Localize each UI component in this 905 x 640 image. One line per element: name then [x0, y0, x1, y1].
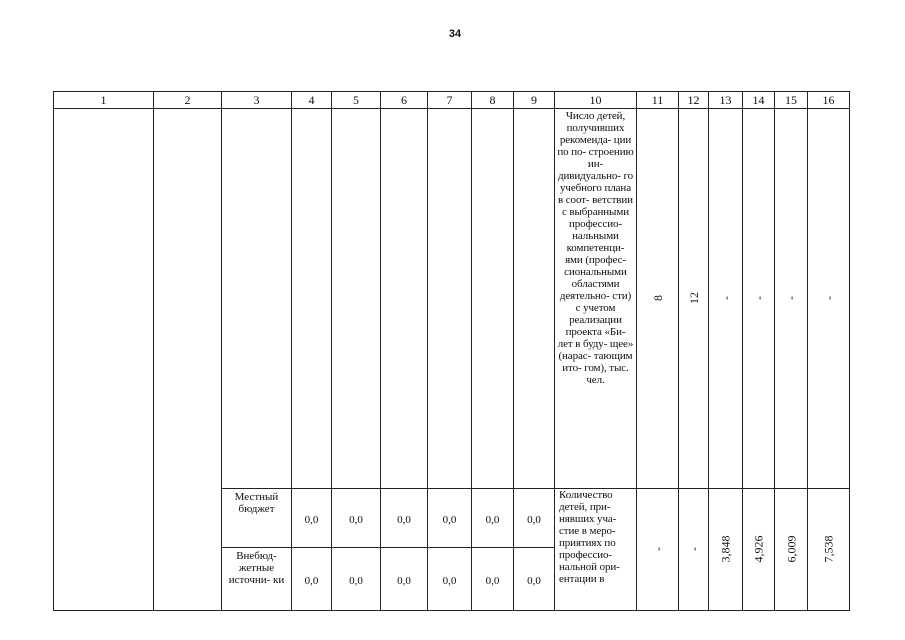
value-text: - [821, 296, 836, 300]
amount-cell: 0,0 [428, 489, 472, 548]
value-cell-13 [709, 109, 743, 489]
column-number: 11 [637, 92, 679, 109]
cell-col7 [428, 109, 472, 489]
cell-col8 [472, 109, 514, 489]
cell-col2 [154, 109, 222, 611]
indicator-cell: Количество детей, при- нявших уча- стие в меро- приятиях по профессио- нальной ори- ентации в [555, 489, 637, 611]
amount-cell: 0,0 [514, 548, 555, 611]
value-cell-11 [637, 109, 679, 489]
value-cell-15 [775, 109, 808, 489]
cell-col5 [332, 109, 381, 489]
amount-cell: 0,0 [428, 548, 472, 611]
column-number: 4 [292, 92, 332, 109]
cell-col6 [381, 109, 428, 489]
column-number: 3 [222, 92, 292, 109]
amount-cell: 0,0 [292, 489, 332, 548]
column-number: 8 [472, 92, 514, 109]
value-text: 7,538 [821, 535, 836, 563]
value-text: - [784, 296, 798, 300]
column-number-row [54, 92, 850, 109]
cell-col9 [514, 109, 555, 489]
program-table [53, 91, 850, 611]
column-number: 6 [381, 92, 428, 109]
funding-source-cell: Местный бюджет [222, 489, 292, 548]
value-cell-14 [743, 109, 775, 489]
column-number: 15 [775, 92, 808, 109]
amount-cell: 0,0 [514, 489, 555, 548]
column-number: 9 [514, 92, 555, 109]
column-number: 1 [54, 92, 154, 109]
column-number: 13 [709, 92, 743, 109]
value-text: 3,848 [718, 535, 733, 563]
value-text: - [650, 547, 665, 551]
column-number: 12 [679, 92, 709, 109]
value-cell-15 [775, 489, 808, 611]
amount-cell: 0,0 [332, 548, 381, 611]
amount-cell: 0,0 [332, 489, 381, 548]
value-cell-13 [709, 489, 743, 611]
cell-col3 [222, 109, 292, 489]
value-text: 12 [686, 292, 701, 304]
value-cell-16 [808, 109, 850, 489]
value-text: 4,926 [751, 535, 766, 563]
column-number: 10 [555, 92, 637, 109]
value-text: - [718, 296, 733, 300]
column-number: 16 [808, 92, 850, 109]
table-row [54, 109, 850, 489]
value-cell-14 [743, 489, 775, 611]
amount-cell: 0,0 [292, 548, 332, 611]
amount-cell: 0,0 [381, 489, 428, 548]
value-cell-12 [679, 489, 709, 611]
value-text: - [686, 547, 701, 551]
column-number: 5 [332, 92, 381, 109]
cell-col1 [54, 109, 154, 611]
column-number: 7 [428, 92, 472, 109]
value-text: 6,009 [784, 535, 798, 563]
amount-cell: 0,0 [472, 548, 514, 611]
value-text: - [751, 296, 766, 300]
column-number: 14 [743, 92, 775, 109]
amount-cell: 0,0 [381, 548, 428, 611]
value-cell-11 [637, 489, 679, 611]
funding-source-cell: Внебюд- жетные источни- ки [222, 548, 292, 611]
page-number: 34 [448, 28, 462, 40]
column-number: 2 [154, 92, 222, 109]
amount-cell: 0,0 [472, 489, 514, 548]
cell-col4 [292, 109, 332, 489]
value-cell-12 [679, 109, 709, 489]
value-text: 8 [650, 295, 665, 301]
indicator-cell: Число детей, получивших рекоменда- ции по по- строению ин- дивидуально- го учебного плана в соот- ветствии с выбранными профессио- нальными компетенци- ями (профес- сиональными областями деятельно- сти) с учетом реализации проекта «Би- лет в буду- щее» (нарас- тающим ито- гом), тыс. чел. [555, 109, 637, 489]
value-cell-16 [808, 489, 850, 611]
